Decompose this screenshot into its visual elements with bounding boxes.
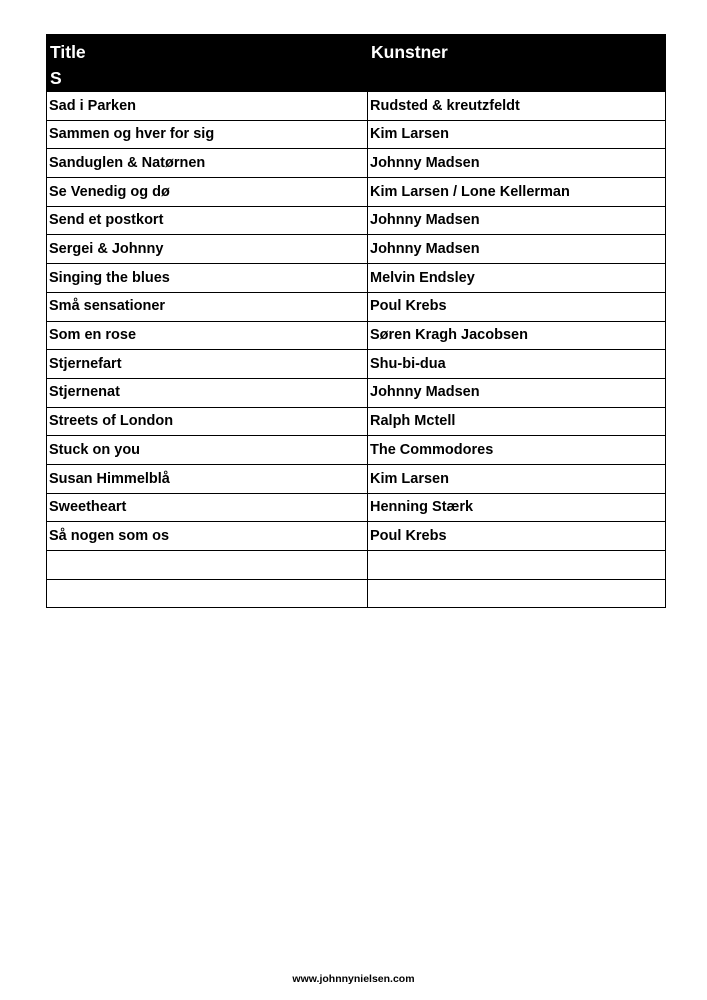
table-row [47,522,666,551]
song-title-cell: Susan Himmelblå [47,464,368,493]
table-row [47,235,666,264]
song-title-cell: Stuck on you [47,436,368,465]
table-row [47,464,666,493]
table-row-empty [47,579,666,608]
song-title-cell: Singing the blues [47,264,368,293]
footer-website-url: www.johnnynielsen.com [292,973,415,985]
artist-header-label: Kunstner [371,42,448,62]
artist-cell: Melvin Endsley [368,264,666,293]
artist-cell: Kim Larsen [368,120,666,149]
title-header-label: Title [50,42,86,62]
artist-cell: Søren Kragh Jacobsen [368,321,666,350]
section-letter: S [50,68,62,88]
artist-cell: The Commodores [368,436,666,465]
artist-cell: Johnny Madsen [368,206,666,235]
artist-cell: Kim Larsen / Lone Kellerman [368,178,666,207]
artist-cell: Johnny Madsen [368,149,666,178]
song-title-cell: Så nogen som os [47,522,368,551]
artist-cell: Shu-bi-dua [368,350,666,379]
table-row-empty [47,551,666,580]
table-row [47,292,666,321]
song-title-cell: Små sensationer [47,292,368,321]
table-row [47,407,666,436]
song-title-cell: Som en rose [47,321,368,350]
song-title-cell: Sad i Parken [47,92,368,121]
song-title-cell [47,579,368,608]
artist-cell: Johnny Madsen [368,378,666,407]
song-title-cell: Stjernenat [47,378,368,407]
artist-cell [368,551,666,580]
artist-cell: Poul Krebs [368,292,666,321]
song-title-cell: Sanduglen & Natørnen [47,149,368,178]
song-title-cell: Se Venedig og dø [47,178,368,207]
song-title-cell: Sergei & Johnny [47,235,368,264]
table-row [47,350,666,379]
table-row [47,264,666,293]
table-row [47,178,666,207]
song-title-cell: Sweetheart [47,493,368,522]
table-row [47,436,666,465]
table-row [47,120,666,149]
table-row [47,206,666,235]
song-title-cell: Send et postkort [47,206,368,235]
song-table [46,34,666,608]
artist-cell: Henning Stærk [368,493,666,522]
table-row [47,321,666,350]
song-title-cell [47,551,368,580]
table-row [47,378,666,407]
artist-cell: Johnny Madsen [368,235,666,264]
song-title-cell: Sammen og hver for sig [47,120,368,149]
artist-header [368,35,666,92]
artist-cell: Rudsted & kreutzfeldt [368,92,666,121]
artist-cell [368,579,666,608]
song-title-cell: Stjernefart [47,350,368,379]
song-title-cell: Streets of London [47,407,368,436]
header-row [47,35,666,92]
artist-cell: Ralph Mctell [368,407,666,436]
table-row [47,493,666,522]
artist-cell: Kim Larsen [368,464,666,493]
table-row [47,149,666,178]
artist-cell: Poul Krebs [368,522,666,551]
title-header [47,35,368,92]
table-row [47,92,666,121]
